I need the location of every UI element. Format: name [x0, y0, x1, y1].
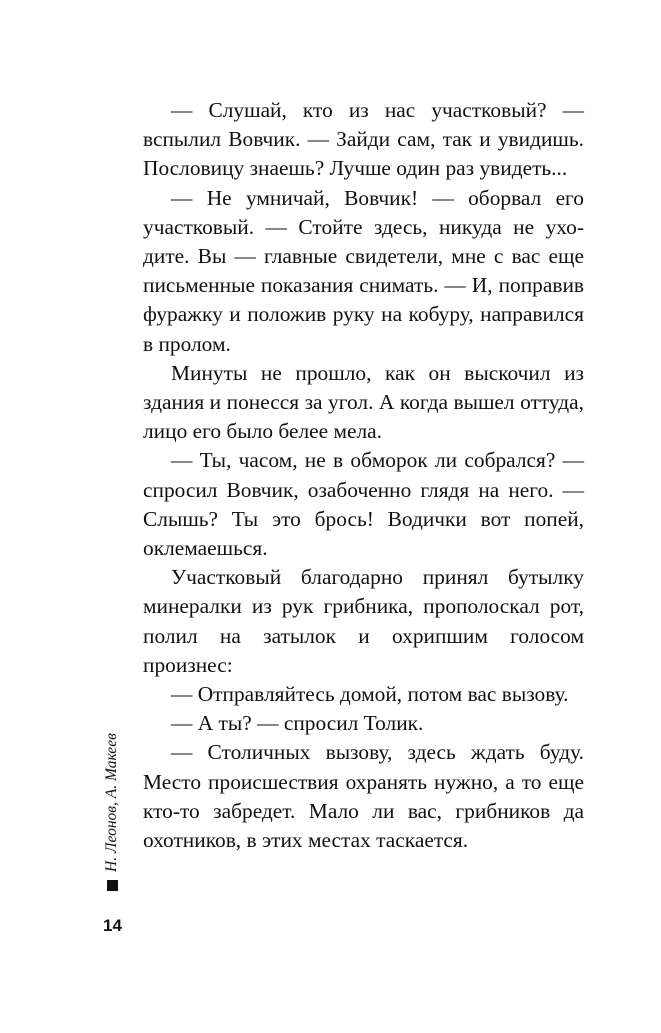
- paragraph: Участковый благодарно принял бутылку минералки из рук грибника, прополоскал рот, полил на затылок и охрипшим голосом произнес:: [143, 565, 584, 677]
- running-head-authors: Н. Леонов, А. Макеев: [103, 733, 120, 872]
- page-number: 14: [103, 916, 122, 935]
- paragraph: — Столичных вызову, здесь ждать буду. Место происшествия охранять нужно, а то еще кто-то забредет. Мало ли вас, грибников да охотников, в этих местах таскается.: [143, 740, 584, 853]
- section-marker: [107, 880, 118, 891]
- paragraph: — Отправляйтесь домой, потом вас вызову.: [171, 682, 569, 707]
- paragraph: Минуты не прошло, как он выскочил из здания и понесся за угол. А когда вышел оттуда, лицо его было белее мела.: [143, 360, 584, 444]
- paragraph: — А ты? — спросил Толик.: [171, 711, 424, 736]
- paragraph: — Не умничай, Вовчик! — оборвал его участковый. — Стойте здесь, никуда не уходите. Вы — главные свидетели, мне с вас еще письменные показания снимать. — И, поправив фуражку и положив руку на кобуру, направился в пролом.: [143, 185, 584, 356]
- body-text: [143, 96, 584, 855]
- paragraph: — Ты, часом, не в обморок ли собрался? — спросил Вовчик, озабоченно глядя на него. — Слышь? Ты это брось! Водички вот попей, оклемаешься.: [143, 448, 584, 561]
- paragraph: — Слушай, кто из нас участковый? — вспылил Вовчик. — Зайди сам, так и увидишь. Пословицу знаешь? Лучше один раз увидеть...: [143, 98, 584, 181]
